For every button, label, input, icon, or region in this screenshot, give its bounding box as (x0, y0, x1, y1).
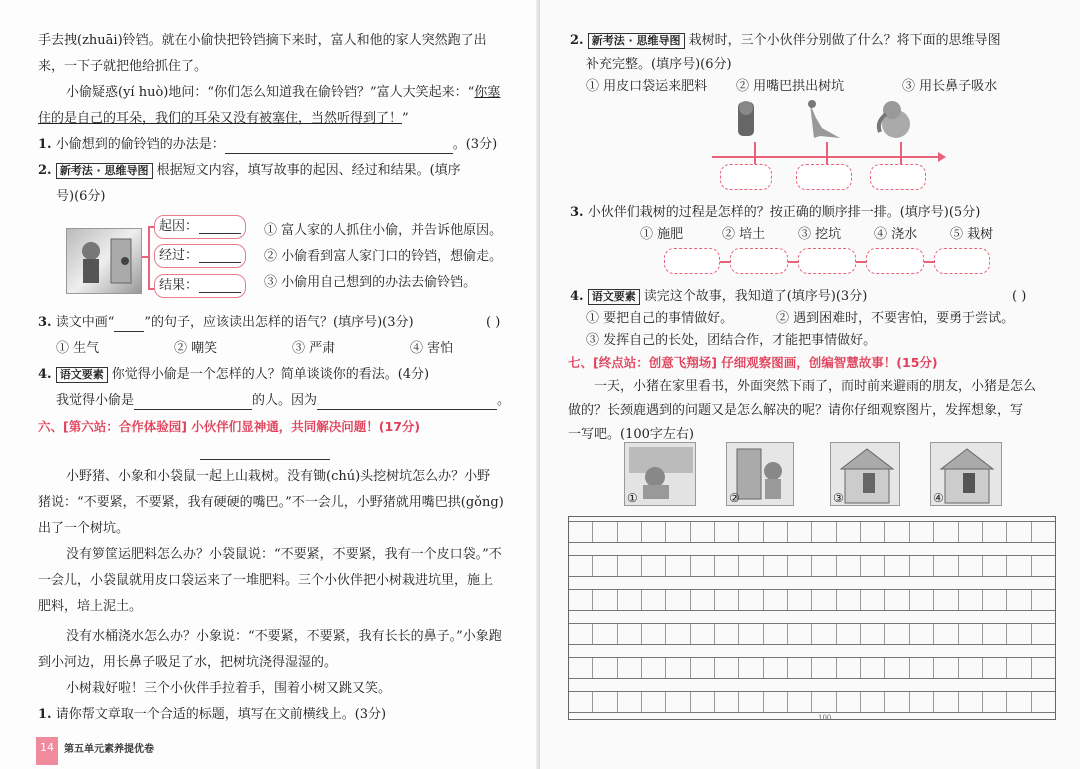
thief-illustration (66, 228, 142, 294)
tag-new-method: 新考法 · 思维导图 (588, 33, 685, 49)
option: ① 要把自己的事情做好。 (586, 311, 734, 326)
page-number: 14 (36, 737, 58, 765)
grid-cell[interactable] (861, 624, 885, 644)
grid-cell[interactable] (1007, 658, 1031, 678)
footer-title: 第五单元素养提优卷 (64, 744, 154, 755)
elephant-icon (872, 96, 918, 142)
grid-cell[interactable] (983, 624, 1007, 644)
story-line: 小野猪、小象和小袋鼠一起上山栽树。没有锄(chú)头挖树坑怎么办？小野 (66, 469, 491, 484)
grid-cell[interactable] (618, 556, 642, 576)
grid-cell[interactable] (861, 522, 885, 542)
passage-line: 小偷疑惑(yí huò)地问：“你们怎么知道我在偷铃铛？”富人大笑起来：“你塞 (66, 85, 501, 100)
grid-cell[interactable] (885, 522, 909, 542)
answer-box[interactable] (796, 164, 852, 190)
order-link (924, 261, 934, 263)
grid-cell[interactable] (837, 658, 861, 678)
order-link (720, 261, 730, 263)
grid-cell[interactable] (715, 692, 739, 712)
grid-cell[interactable] (642, 556, 666, 576)
grid-cell[interactable] (983, 692, 1007, 712)
grid-cell[interactable] (739, 692, 763, 712)
grid-cell[interactable] (593, 556, 617, 576)
grid-cell[interactable] (983, 522, 1007, 542)
grid-cell[interactable] (1007, 590, 1031, 610)
grid-cell[interactable] (666, 624, 690, 644)
question-r3: 3. 小伙伴们栽树的过程是怎样的？按正确的顺序排一排。(填序号)(5分) (570, 205, 981, 220)
grid-cell[interactable] (1032, 590, 1055, 610)
grid-cell[interactable] (739, 522, 763, 542)
order-box[interactable] (730, 248, 788, 274)
grid-cell[interactable] (691, 658, 715, 678)
option: ③ 严肃 (292, 341, 336, 356)
grid-cell[interactable] (812, 522, 836, 542)
grid-cell[interactable] (910, 658, 934, 678)
map-option: ③ 小偷用自己想到的办法去偷铃铛。 (264, 275, 477, 290)
map-branch (826, 142, 828, 166)
option: ② 嘲笑 (174, 341, 218, 356)
grid-cell[interactable] (959, 624, 983, 644)
grid-cell[interactable] (959, 692, 983, 712)
grid-row (569, 623, 1055, 645)
passage-line: 手去拽(zhuāi)铃铛。就在小偷快把铃铛摘下来时，富人和他的家人突然跑了出 (38, 33, 487, 48)
grid-cell[interactable] (812, 692, 836, 712)
grid-cell[interactable] (788, 522, 812, 542)
grid-cell[interactable] (764, 624, 788, 644)
grid-cell[interactable] (934, 624, 958, 644)
grid-cell[interactable] (1007, 692, 1031, 712)
grid-cell[interactable] (1032, 658, 1055, 678)
answer-box[interactable] (720, 164, 772, 190)
grid-cell[interactable] (1032, 522, 1055, 542)
answer-paren[interactable]: ( ) (1012, 289, 1027, 304)
grid-cell[interactable] (885, 624, 909, 644)
story-line: 肥料，培上泥土。 (38, 599, 143, 614)
grid-row (569, 691, 1055, 713)
grid-cell[interactable] (618, 522, 642, 542)
answer-paren[interactable]: ( ) (486, 315, 501, 330)
map-branch (754, 142, 756, 166)
prompt-line: 做的？长颈鹿遇到的问题又是怎么解决的呢？请你仔细观察图片，发挥想象，写 (568, 403, 1024, 418)
grid-cell[interactable] (1032, 556, 1055, 576)
grid-cell[interactable] (885, 556, 909, 576)
grid-cell[interactable] (983, 556, 1007, 576)
question-4: 4. 语文要素 你觉得小偷是一个怎样的人？简单谈谈你的看法。(4分) (38, 367, 430, 382)
prompt-line: 一天，小猪在家里看书，外面突然下雨了，而时前来避雨的朋友，小猪是怎么 (594, 379, 1037, 394)
grid-cell[interactable] (691, 590, 715, 610)
option: ② 用嘴巴拱出树坑 (736, 79, 845, 94)
grid-cell[interactable] (642, 624, 666, 644)
grid-cell[interactable] (569, 692, 593, 712)
cause-box[interactable]: 起因： (154, 215, 246, 239)
grid-row (569, 521, 1055, 543)
grid-cell[interactable] (934, 658, 958, 678)
order-link (856, 261, 866, 263)
grid-row (569, 657, 1055, 679)
grid-cell[interactable] (739, 658, 763, 678)
grid-cell[interactable] (739, 556, 763, 576)
question-2: 2. 新考法 · 思维导图 根据短文内容，填写故事的起因、经过和结果。(填序 (38, 163, 461, 178)
option: ⑤ 栽树 (950, 227, 994, 242)
grid-cell[interactable] (666, 522, 690, 542)
question-2-score: 号)(6分) (56, 189, 106, 204)
grid-cell[interactable] (959, 590, 983, 610)
grid-cell[interactable] (642, 590, 666, 610)
grid-cell[interactable] (666, 658, 690, 678)
option: ① 用皮口袋运来肥料 (586, 79, 708, 94)
passage-line: 来，一下子就把他给抓住了。 (38, 59, 208, 74)
grid-cell[interactable] (715, 624, 739, 644)
grid-cell[interactable] (910, 692, 934, 712)
question-3: 3. 读文中画“ ”的句子，应该读出怎样的语气？(填序号)(3分) (38, 315, 414, 330)
grid-cell[interactable] (1032, 692, 1055, 712)
grid-cell[interactable] (910, 522, 934, 542)
grid-cell[interactable] (642, 658, 666, 678)
grid-cell[interactable] (715, 658, 739, 678)
map-branch (142, 256, 150, 258)
grid-cell[interactable] (812, 658, 836, 678)
section-6-heading: 六、[第六站：合作体验园] 小伙伴们显神通，共同解决问题！(17分) (38, 419, 421, 434)
grid-row (569, 555, 1055, 577)
grid-cell[interactable] (666, 692, 690, 712)
option: ④ 浇水 (874, 227, 918, 242)
grid-cell[interactable] (1007, 522, 1031, 542)
grid-cell[interactable] (788, 658, 812, 678)
grid-cell[interactable] (593, 590, 617, 610)
grid-cell[interactable] (569, 658, 593, 678)
thief-picture-icon (67, 229, 143, 295)
grid-cell[interactable] (618, 590, 642, 610)
story-line: 到小河边，用长鼻子吸足了水，把树坑浇得湿湿的。 (38, 655, 338, 670)
map-option: ② 小偷看到富人家门口的铃铛，想偷走。 (264, 249, 503, 264)
grid-cell[interactable] (934, 522, 958, 542)
grid-cell[interactable] (837, 590, 861, 610)
grid-cell[interactable] (934, 590, 958, 610)
title-line[interactable] (200, 446, 330, 460)
grid-cell[interactable] (959, 556, 983, 576)
grid-cell[interactable] (788, 556, 812, 576)
grid-cell[interactable] (861, 658, 885, 678)
grid-cell[interactable] (934, 556, 958, 576)
process-box[interactable]: 经过： (154, 244, 246, 268)
grid-cell[interactable] (934, 692, 958, 712)
grid-cell[interactable] (593, 522, 617, 542)
grid-cell[interactable] (715, 556, 739, 576)
order-box[interactable] (866, 248, 924, 274)
order-link (788, 261, 798, 263)
tag-language: 语文要素 (588, 289, 640, 305)
story-picture-3: ③ (830, 442, 900, 506)
grid-cell[interactable] (666, 590, 690, 610)
grid-cell[interactable] (666, 556, 690, 576)
tag-new-method: 新考法 · 思维导图 (56, 163, 153, 179)
section-7-heading: 七、[终点站：创意飞翔场] 仔细观察图画，创编智慧故事！(15分) (568, 355, 938, 370)
grid-cell[interactable] (618, 624, 642, 644)
story-line: 没有水桶浇水怎么办？小象说：“不要紧，不要紧，我有长长的鼻子。”小象跑 (66, 629, 502, 644)
grid-cell[interactable] (691, 692, 715, 712)
grid-cell[interactable] (739, 590, 763, 610)
grid-cell[interactable] (569, 556, 593, 576)
grid-cell[interactable] (764, 556, 788, 576)
story-picture-4: ④ (930, 442, 1002, 506)
option: ① 施肥 (640, 227, 684, 242)
grid-cell[interactable] (1007, 624, 1031, 644)
story-picture-2: ② (726, 442, 794, 506)
grid-cell[interactable] (691, 522, 715, 542)
grid-cell[interactable] (885, 590, 909, 610)
result-box[interactable]: 结果： (154, 274, 246, 298)
grid-cell[interactable] (983, 658, 1007, 678)
grid-cell[interactable] (959, 658, 983, 678)
grid-cell[interactable] (788, 692, 812, 712)
grid-cell[interactable] (618, 658, 642, 678)
answer-line[interactable] (225, 140, 453, 154)
grid-cell[interactable] (764, 522, 788, 542)
grid-cell[interactable] (861, 692, 885, 712)
grid-cell[interactable] (569, 624, 593, 644)
grid-cell[interactable] (715, 522, 739, 542)
grid-row (569, 589, 1055, 611)
story-line: 一会儿，小袋鼠就用皮口袋运来了一堆肥料。三个小伙伴把小树栽进坑里，施上 (38, 573, 494, 588)
grid-cell[interactable] (837, 692, 861, 712)
grid-cell[interactable] (812, 624, 836, 644)
answer-box[interactable] (870, 164, 926, 190)
grid-cell[interactable] (764, 590, 788, 610)
writing-grid[interactable] (568, 516, 1056, 720)
grid-cell[interactable] (910, 556, 934, 576)
grid-cell[interactable] (764, 658, 788, 678)
boar-icon (726, 98, 766, 140)
option: ② 遇到困难时，不要害怕，要勇于尝试。 (776, 311, 1015, 326)
grid-cell[interactable] (837, 624, 861, 644)
grid-cell[interactable] (569, 590, 593, 610)
grid-cell[interactable] (691, 624, 715, 644)
grid-cell[interactable] (1007, 556, 1031, 576)
grid-cell[interactable] (788, 624, 812, 644)
story-line: 没有箩筐运肥料怎么办？小袋鼠说：“不要紧，不要紧，我有一个皮口袋。”不 (66, 547, 502, 562)
grid-cell[interactable] (885, 658, 909, 678)
grid-cell[interactable] (593, 692, 617, 712)
story-line: 小树栽好啦！三个小伙伴手拉着手，围着小树又跳又笑。 (66, 681, 392, 696)
option: ④ 害怕 (410, 341, 454, 356)
grid-cell[interactable] (642, 522, 666, 542)
grid-cell[interactable] (593, 624, 617, 644)
story-picture-1: ① (624, 442, 696, 506)
grid-cell[interactable] (861, 556, 885, 576)
prompt-line: 一写吧。(100字左右) (568, 427, 694, 442)
order-box[interactable] (798, 248, 856, 274)
grid-cell[interactable] (569, 522, 593, 542)
map-option: ① 富人家的人抓住小偷，并告诉他原因。 (264, 223, 503, 238)
grid-cell[interactable] (715, 590, 739, 610)
grid-cell[interactable] (885, 692, 909, 712)
order-box[interactable] (664, 248, 720, 274)
question-r2-score: 补充完整。(填序号)(6分) (586, 57, 732, 72)
grid-cell[interactable] (739, 624, 763, 644)
grid-cell[interactable] (812, 590, 836, 610)
grid-cell[interactable] (837, 556, 861, 576)
grid-cell[interactable] (959, 522, 983, 542)
grid-cell[interactable] (691, 556, 715, 576)
map-branch (900, 142, 902, 166)
grid-cell[interactable] (910, 590, 934, 610)
grid-cell[interactable] (837, 522, 861, 542)
kangaroo-icon (800, 98, 848, 142)
story-line: 出了一个树坑。 (38, 521, 130, 536)
grid-cell[interactable] (812, 556, 836, 576)
question-r4: 4. 语文要素 读完这个故事，我知道了(填序号)(3分) (570, 289, 868, 304)
grid-cell[interactable] (788, 590, 812, 610)
question-r2: 2. 新考法 · 思维导图 栽树时，三个小伙伴分别做了什么？将下面的思维导图 (570, 33, 1001, 48)
story-line: 猪说：“不要紧，不要紧，我有硬硬的嘴巴。”不一会儿，小野猪就用嘴巴拱(gǒng) (38, 495, 504, 510)
answer-line-row: 我觉得小偷是 的人。因为 。 (56, 393, 511, 408)
question-1-title: 1. 请你帮文章取一个合适的标题，填写在文前横线上。(3分) (38, 707, 387, 722)
grid-cell[interactable] (642, 692, 666, 712)
grid-cell[interactable] (861, 590, 885, 610)
option: ③ 用长鼻子吸水 (902, 79, 998, 94)
grid-count-label: 100 (818, 714, 832, 722)
grid-cell[interactable] (618, 692, 642, 712)
option: ③ 发挥自己的长处，团结合作，才能把事情做好。 (586, 333, 877, 348)
grid-cell[interactable] (910, 624, 934, 644)
grid-cell[interactable] (593, 658, 617, 678)
grid-cell[interactable] (983, 590, 1007, 610)
passage-line: 住的是自己的耳朵，我们的耳朵又没有被塞住，当然听得到了！” (38, 111, 409, 126)
option: ① 生气 (56, 341, 100, 356)
option: ③ 挖坑 (798, 227, 842, 242)
tag-language: 语文要素 (56, 367, 108, 383)
option: ② 培土 (722, 227, 766, 242)
question-1: 1. 小偷想到的偷铃铛的办法是： 。(3分) (38, 137, 498, 152)
order-box[interactable] (934, 248, 990, 274)
grid-cell[interactable] (1032, 624, 1055, 644)
grid-cell[interactable] (764, 692, 788, 712)
